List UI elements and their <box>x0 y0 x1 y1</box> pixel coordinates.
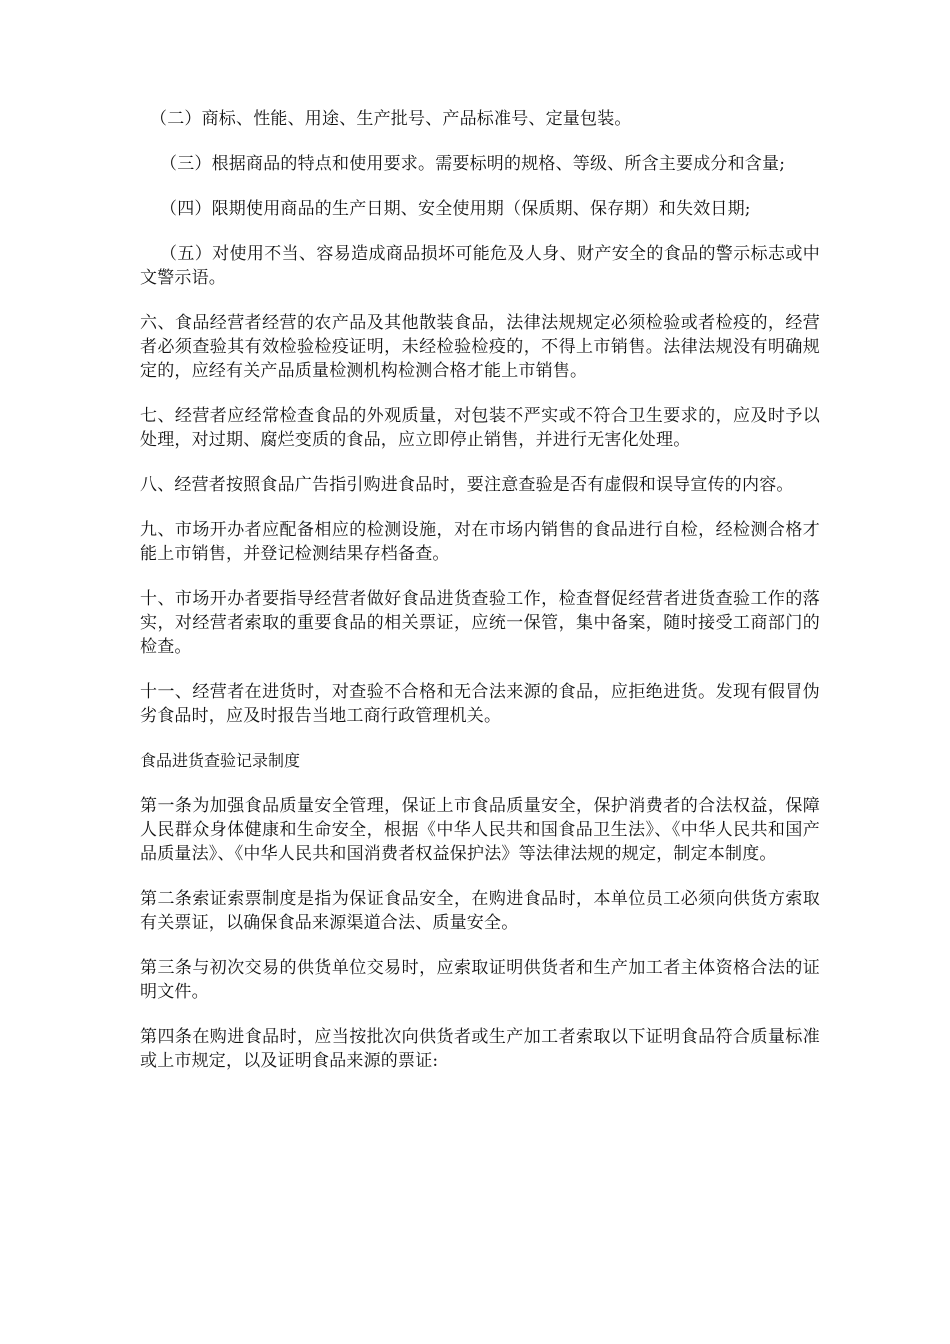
article-2: 第二条索证索票制度是指为保证食品安全，在购进食品时，本单位员工必须向供货方索取有关票证，以确保食品来源渠道合法、质量安全。 <box>140 889 820 933</box>
document-page <box>140 107 820 1094</box>
paragraph-clause-6: 六、食品经营者经营的农产品及其他散装食品，法律法规规定必须检验或者检疫的，经营者必须查验其有效检验检疫证明，未经检验检疫的，不得上市销售。法律法规没有明确规定的，应经有关产品质量检测机构检测合格才能上市销售。 <box>140 313 820 381</box>
paragraph-clause-9: 九、市场开办者应配备相应的检测设施，对在市场内销售的食品进行自检，经检测合格才能上市销售，并登记检测结果存档备查。 <box>140 520 820 564</box>
paragraph-item-5: （五）对使用不当、容易造成商品损坏可能危及人身、财产安全的食品的警示标志或中文警示语。 <box>140 244 820 288</box>
paragraph-item-3: （三）根据商品的特点和使用要求。需要标明的规格、等级、所含主要成分和含量; <box>160 154 786 174</box>
paragraph-clause-7: 七、经营者应经常检查食品的外观质量，对包装不严实或不符合卫生要求的，应及时予以处理，对过期、腐烂变质的食品，应立即停止销售，并进行无害化处理。 <box>140 406 820 450</box>
article-1: 第一条为加强食品质量安全管理，保证上市食品质量安全，保护消费者的合法权益，保障人民群众身体健康和生命安全，根据《中华人民共和国食品卫生法》、《中华人民共和国产品质量法》、《中华人民共和国消费者权益保护法》等法律法规的规定，制定本制度。 <box>140 796 820 864</box>
article-4: 第四条在购进食品时，应当按批次向供货者或生产加工者索取以下证明食品符合质量标准或上市规定，以及证明食品来源的票证: <box>140 1027 820 1071</box>
article-3: 第三条与初次交易的供货单位交易时，应索取证明供货者和生产加工者主体资格合法的证明文件。 <box>140 958 820 1002</box>
paragraph-clause-10: 十、市场开办者要指导经营者做好食品进货查验工作，检查督促经营者进货查验工作的落实，对经营者索取的重要食品的相关票证，应统一保管，集中备案，随时接受工商部门的检查。 <box>140 589 820 657</box>
section-title: 食品进货查验记录制度 <box>140 751 301 770</box>
paragraph-item-4: （四）限期使用商品的生产日期、安全使用期（保质期、保存期）和失效日期; <box>160 199 751 219</box>
paragraph-item-2: （二）商标、性能、用途、生产批号、产品标准号、定量包装。 <box>150 109 632 129</box>
paragraph-clause-8: 八、经营者按照食品广告指引购进食品时，要注意查验是否有虚假和误导宣传的内容。 <box>140 475 794 495</box>
paragraph-clause-11: 十一、经营者在进货时，对查验不合格和无合法来源的食品，应拒绝进货。发现有假冒伪劣食品时，应及时报告当地工商行政管理机关。 <box>140 682 820 726</box>
